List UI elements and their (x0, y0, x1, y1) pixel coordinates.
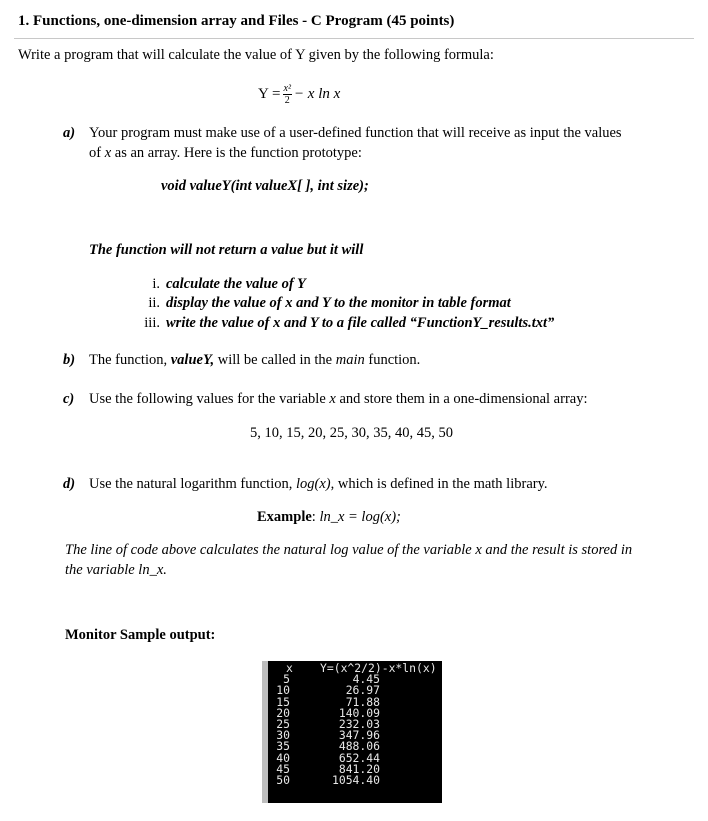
cell-y: 652.44 (338, 750, 380, 765)
console-col-x: x (286, 661, 293, 675)
cell-y: 1054.40 (331, 772, 380, 787)
list-item-number: iii. (144, 315, 160, 331)
list-item-number: ii. (148, 295, 160, 311)
cell-y: 232.03 (338, 716, 380, 731)
part-c-label: c) (63, 391, 75, 407)
part-c-post: and store them in a one-dimensional array: (335, 391, 588, 407)
part-b-mid: will be called in the (214, 352, 336, 368)
example-line (257, 509, 401, 526)
question-title: 1. Functions, one-dimension array and Files - C Program (45 points) (18, 13, 455, 29)
example-explanation-2: the variable ln_x. (65, 562, 167, 578)
x-values-list: 5, 10, 15, 20, 25, 30, 35, 40, 45, 50 (250, 425, 453, 441)
list-item (132, 315, 554, 332)
cell-x: 35 (276, 739, 290, 754)
function-note: The function will not return a value but it will (89, 242, 364, 258)
formula-denominator: 2 (284, 95, 290, 106)
title-divider (14, 38, 694, 39)
cell-y: 26.97 (345, 683, 380, 698)
formula-rhs: − x ln x (293, 85, 341, 102)
part-d-post: , which is defined in the math library. (330, 476, 548, 492)
table-row (270, 772, 442, 787)
part-b-main: main (335, 352, 365, 368)
list-item-text: calculate the value of Y (166, 276, 306, 292)
part-a-line1 (63, 125, 622, 142)
list-item-number: i. (152, 276, 160, 292)
part-d-pre: Use the natural logarithm function, (89, 476, 296, 492)
part-c-var: x (329, 391, 336, 407)
cell-y: 488.06 (338, 739, 380, 754)
part-c (63, 391, 587, 408)
part-c-pre: Use the following values for the variable (89, 391, 330, 407)
part-a-line2-var: x (104, 145, 112, 161)
monitor-heading: Monitor Sample output: (65, 627, 216, 643)
cell-x: 30 (276, 728, 290, 743)
cell-x: 40 (276, 750, 290, 765)
part-a-text1: Your program must make use of a user-defined function that will receive as input the values (89, 125, 622, 141)
part-b (63, 352, 420, 369)
intro-text: Write a program that will calculate the value of Y given by the following formula: (18, 47, 494, 63)
console-col-y: Y=(x^2/2)-x*ln(x) (320, 661, 437, 675)
cell-x: 25 (276, 716, 290, 731)
example-explanation-1: The line of code above calculates the natural log value of the variable x and the result is stored in (65, 542, 633, 558)
part-d-label: d) (63, 476, 76, 492)
part-a-line2-post: as an array. Here is the function prototype: (111, 145, 362, 161)
cell-y: 140.09 (338, 705, 380, 720)
example-label: Example (257, 509, 312, 525)
part-a-label: a) (63, 125, 76, 141)
cell-x: 45 (276, 761, 290, 776)
part-a-line2-pre: of (89, 145, 105, 161)
cell-x: 10 (276, 683, 290, 698)
part-b-fn: valueY, (170, 352, 215, 368)
cell-y: 71.88 (345, 694, 380, 709)
cell-x: 50 (276, 772, 290, 787)
cell-y: 841.20 (338, 761, 380, 776)
example-code: ln_x = log(x); (319, 509, 401, 525)
console-scrollbar (262, 661, 268, 803)
part-d (63, 476, 548, 493)
list-item-text: display the value of x and Y to the monitor in table format (166, 295, 511, 311)
part-b-pre: The function, (89, 352, 171, 368)
formula-lhs: Y = (258, 85, 281, 102)
cell-y: 347.96 (338, 728, 380, 743)
cell-x: 5 (283, 672, 290, 687)
example-colon: : (311, 509, 320, 525)
cell-x: 20 (276, 705, 290, 720)
formula-fraction (283, 83, 292, 106)
part-d-fn: log(x) (295, 476, 331, 492)
function-prototype: void valueY(int valueX[ ], int size); (161, 178, 369, 194)
console-output (262, 661, 442, 803)
list-item-text: write the value of x and Y to a file called “FunctionY_results.txt” (166, 315, 555, 331)
formula-numerator: x² (283, 83, 291, 94)
part-b-post: function. (364, 352, 421, 368)
part-b-label: b) (63, 352, 76, 368)
part-a-line2 (89, 145, 362, 162)
list-item (132, 276, 306, 293)
cell-y: 4.45 (352, 672, 380, 687)
formula (258, 83, 340, 119)
cell-x: 15 (276, 694, 290, 709)
list-item (132, 295, 511, 312)
